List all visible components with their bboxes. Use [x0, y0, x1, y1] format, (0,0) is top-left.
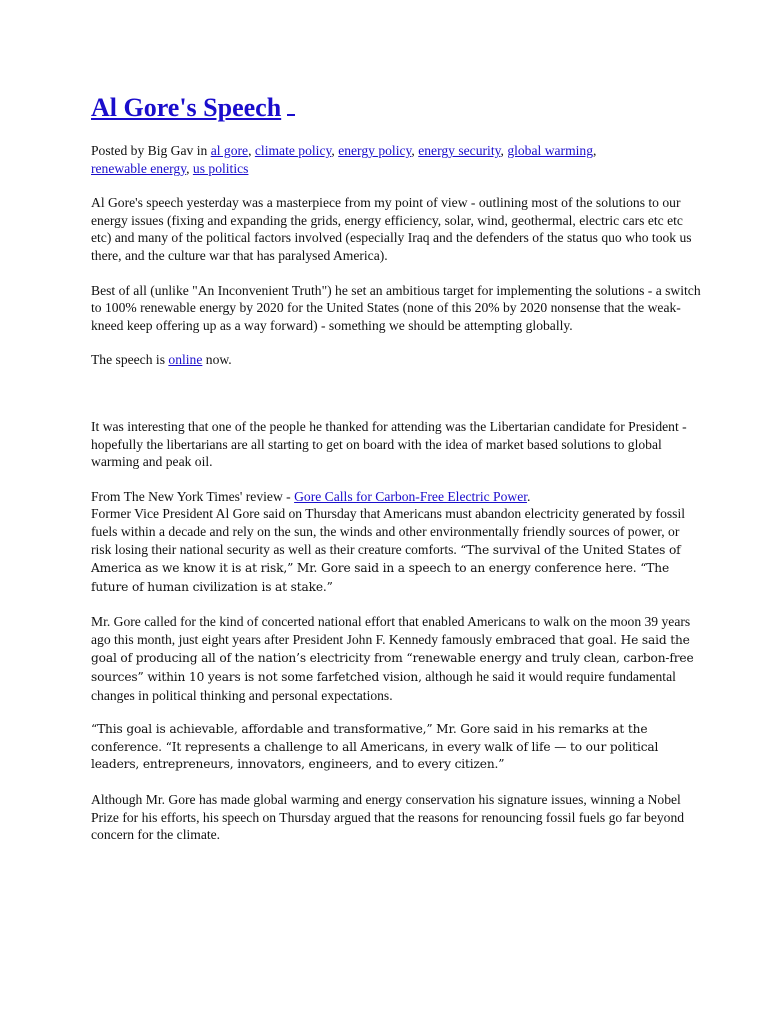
- tag-link-al-gore[interactable]: al gore: [210, 143, 249, 158]
- quote-2-middle: embraced that goal. He said the goal of producing all of the nation’s electricity from “renewable energy and truly clean, carbon-free sources” within 10 years is not some farfetched vision,: [91, 632, 694, 685]
- paragraph-online: The speech is online now.: [91, 352, 232, 368]
- blog-post: [91, 88, 701, 844]
- quote-paragraph-3: “This goal is achievable, affordable and transformative,” Mr. Gore said in his remarks at the conference. “It represents a challenge to all Americans, in every walk of life — to our political leaders, entrepreneurs, innovators, engineers, and to every citizen.”: [91, 722, 659, 772]
- paragraph-intro: Al Gore's speech yesterday was a masterpiece from my point of view - outlining most of the solutions to our energy issues (fixing and expanding the grids, energy efficiency, solar, wind, geothermal, electric cars etc etc etc) and many of the political factors involved (especially Iraq and the defenders of the status quo who took us there, and the culture war that has paralysed America).: [91, 195, 692, 263]
- quote-paragraph-4: Although Mr. Gore has made global warming and energy conservation his signature issues, winning a Nobel Prize for his efforts, his speech on Thursday argued that the reasons for renouncing fossil fuels go far beyond concern for the climate.: [91, 792, 685, 843]
- paragraph-target: Best of all (unlike "An Inconvenient Truth") he set an ambitious target for implementing the solutions - a switch to 100% renewable energy by 2020 for the United States (none of this 20% by 2020 nonsense that the weak-kneed keep offering up as a way forward) - something we should be attempting globally.: [91, 282, 701, 333]
- quote-paragraph-1: [91, 505, 701, 596]
- tag-link-energy-policy[interactable]: energy policy: [338, 143, 412, 158]
- nyt-article-link[interactable]: Gore Calls for Carbon-Free Electric Power: [294, 488, 528, 504]
- tag-link-climate-policy[interactable]: climate policy: [254, 143, 332, 158]
- post-title: [91, 88, 701, 128]
- quote-paragraph-2: [91, 613, 701, 704]
- title-link-trail[interactable]: [287, 92, 295, 116]
- tag-link-renewable-energy[interactable]: renewable energy: [91, 160, 187, 176]
- post-meta: Posted by Big Gav in al gore, climate policy, energy policy, energy security, global warming, renewable energy, us politics: [91, 143, 597, 176]
- byline: Posted by Big Gav in: [91, 143, 208, 158]
- quote-1-remark: “The survival of the United States of America as we know it is at risk,” Mr. Gore said in a speech to an energy conference here. “The future of human civilization is at stake.”: [91, 542, 681, 594]
- quote-2-end: although he said it would require fundamental changes in political thinking and personal expectations.: [91, 669, 676, 703]
- post-title-link[interactable]: Al Gore's Speech: [91, 93, 282, 122]
- paragraph-libertarian: It was interesting that one of the people he thanked for attending was the Libertarian candidate for President - hopefully the libertarians are all starting to get on board with the idea of market based solutions to global warming and peak oil.: [91, 418, 687, 470]
- tag-link-global-warming[interactable]: global warming: [507, 143, 594, 158]
- quote-2-lead: Mr. Gore called for the kind of concerted national effort that enabled Americans to walk on the moon 39 years ago this month, just eight years after President John F. Kennedy famously: [91, 614, 691, 647]
- tag-link-us-politics[interactable]: us politics: [192, 160, 249, 176]
- quote-1-lead: Former Vice President Al Gore said on Thursday that Americans must abandon electricity generated by fossil fuels within a decade and rely on the sun, the winds and other environmentally friendly sources of power, or risk losing their national security as well as their creature comforts.: [91, 506, 686, 557]
- online-link[interactable]: online: [168, 352, 203, 368]
- paragraph-nyt-intro: From The New York Times' review - Gore Calls for Carbon-Free Electric Power.: [91, 488, 531, 504]
- tag-link-energy-security[interactable]: energy security: [418, 143, 501, 158]
